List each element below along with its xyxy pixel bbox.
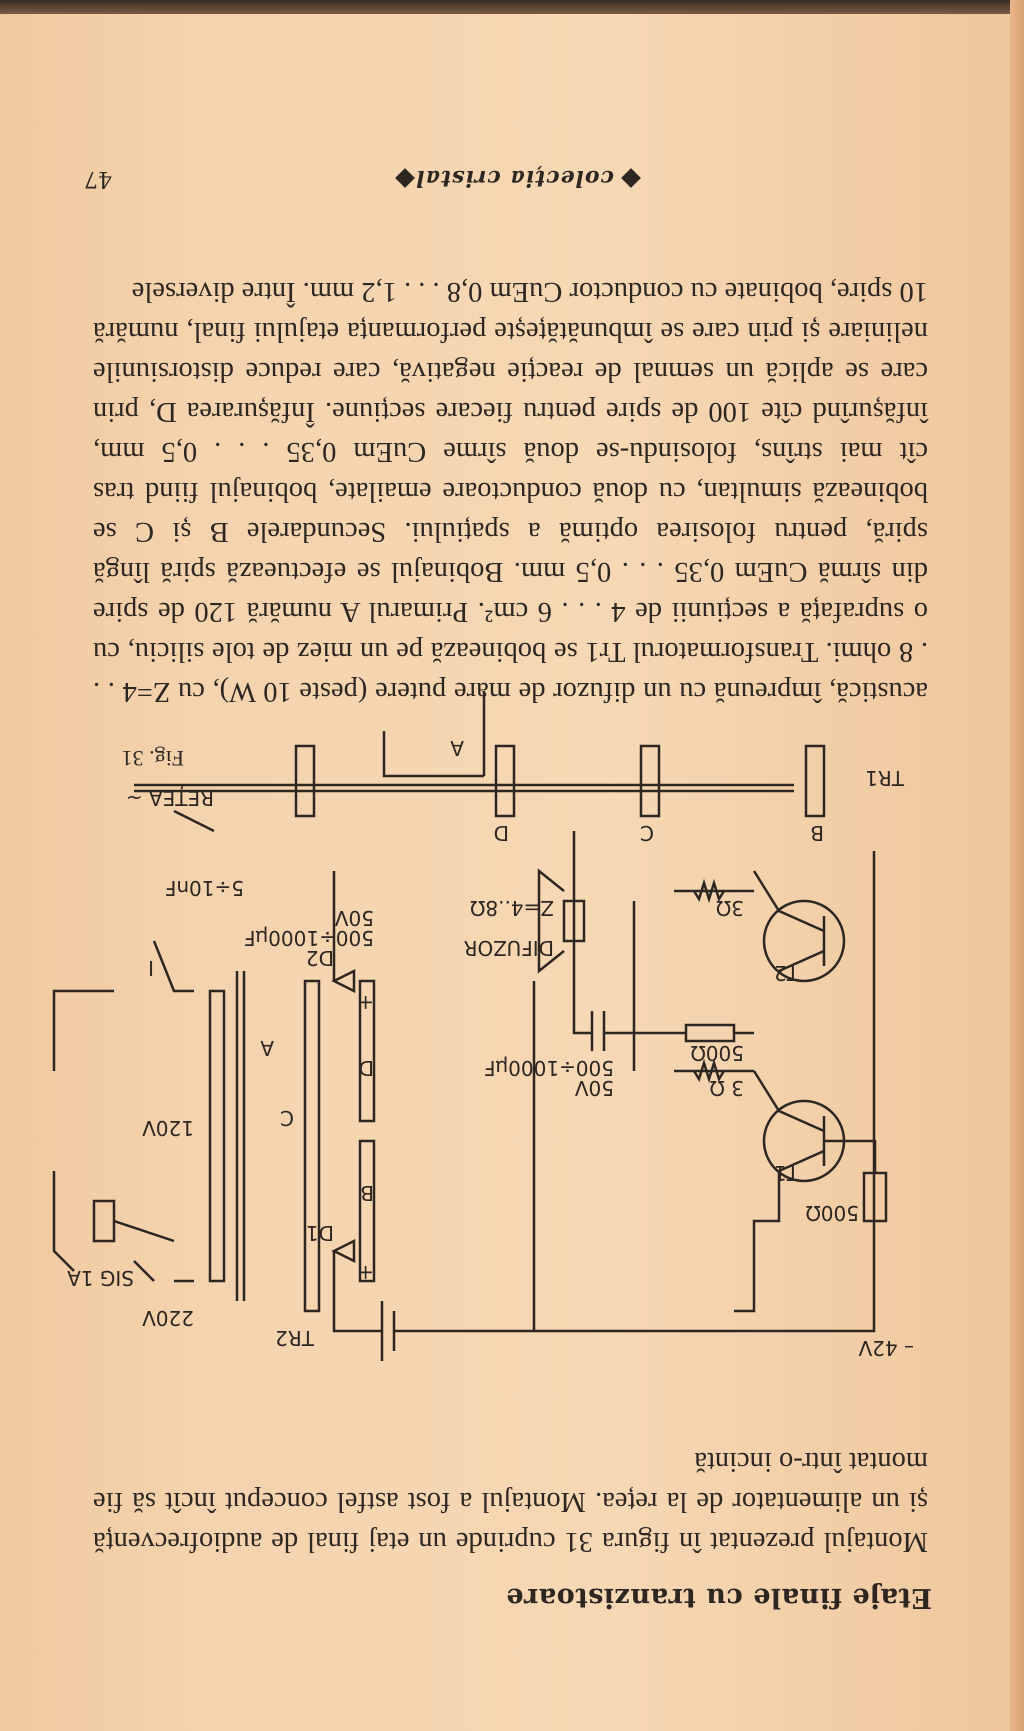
label-t2: T2 <box>774 961 799 985</box>
label-120v: 120V <box>142 1116 194 1140</box>
label-plus-2: + <box>357 991 374 1015</box>
label-winding-d2: D <box>358 1056 374 1080</box>
circuit-schematic <box>67 731 934 1371</box>
label-winding-b: B <box>810 821 824 845</box>
label-tr2: TR2 <box>275 1326 314 1350</box>
label-r-bias-2: 500Ω <box>690 1041 744 1065</box>
label-cap-out: 500÷1000µF <box>483 1056 614 1080</box>
label-winding-b2: B <box>360 1181 374 1205</box>
label-cap-out-v: 50V <box>574 1076 614 1100</box>
label-mains: REȚEA ~ <box>125 786 214 810</box>
body-paragraph: acustică, împreună cu un difuzor de mare putere (peste 10 W), cu Z=4 . . . 8 ohmi. Transformatorul Tr1 se bobinează pe un miez de tole siliciu, cu o suprafață a secțiunii de 4 . . . 6 cm². Primarul A numără 120 de spire din sîrmă CuEm 0,35 . . . 0,5 mm. Bobinajul se efectuează spiră lîngă spiră, pentru folosirea optimă a spațiului. Secundarele B și C se bobinează simultan, cu două conductoare emailate, bobinajul fiind tras cît mai strîns, folosindu-se două sîrme CuEm 0,35 . . . 0,5 mm, înfășurînd cîte 100 de spire pentru fiecare secțiune. Înfășurarea D, prin care se aplică un semnal de reacție negativă, care reduce distorsiunile neliniare și prin care se îmbunătățește performanța etajului final, numără 10 spire, bobinate cu conductor CuEm 0,8 . . . 1,2 mm. Între diversele <box>93 276 928 707</box>
label-winding-a: A <box>450 736 464 760</box>
label-winding-c: C <box>640 821 654 845</box>
label-winding-c2: C <box>280 1106 294 1130</box>
footer-collection-title: colecția cristal <box>415 165 614 191</box>
page-heading: Etaje finale cu tranzistoare <box>505 1582 932 1613</box>
diamond-ornament-icon <box>395 168 415 188</box>
label-winding-a2: A <box>260 1036 274 1060</box>
label-winding-d: D <box>493 821 509 845</box>
figure-caption: Fig. 31 <box>121 746 184 771</box>
label-speaker: DIFUZOR <box>463 936 554 960</box>
diamond-ornament-icon <box>621 168 641 188</box>
label-220v: 220V <box>142 1306 194 1330</box>
label-r-emit-1: 3 Ω <box>709 1076 744 1100</box>
label-t1: T1 <box>774 1161 799 1185</box>
label-tr1: TR1 <box>865 766 904 790</box>
label-d1: D1 <box>305 1221 334 1245</box>
label-speaker-z: Z=4..8Ω <box>470 896 554 920</box>
label-d2: D2 <box>305 946 334 970</box>
label-cap-filter-v: 50V <box>334 906 374 930</box>
page-number: 47 <box>84 166 112 191</box>
label-cap-filter: 500÷1000µF <box>243 926 374 950</box>
label-cap-mains: 5÷10nF <box>164 876 244 900</box>
label-plus-1: + <box>357 1261 374 1285</box>
label-fuse: SIG 1A <box>67 1266 134 1290</box>
page-footer <box>0 151 1024 191</box>
label-supply: – 42V <box>858 1336 914 1360</box>
intro-paragraph: Montajul prezentat în figura 31 cuprinde un etaj final de audiofrecvență și un alimentator de la rețea. Montajul a fost astfel conceput încît să fie montat într-o incintă <box>93 1446 928 1557</box>
label-switch: I <box>148 956 154 980</box>
label-r-bias-1: 500Ω <box>805 1201 859 1225</box>
label-r-emit-2: 3Ω <box>715 896 744 920</box>
